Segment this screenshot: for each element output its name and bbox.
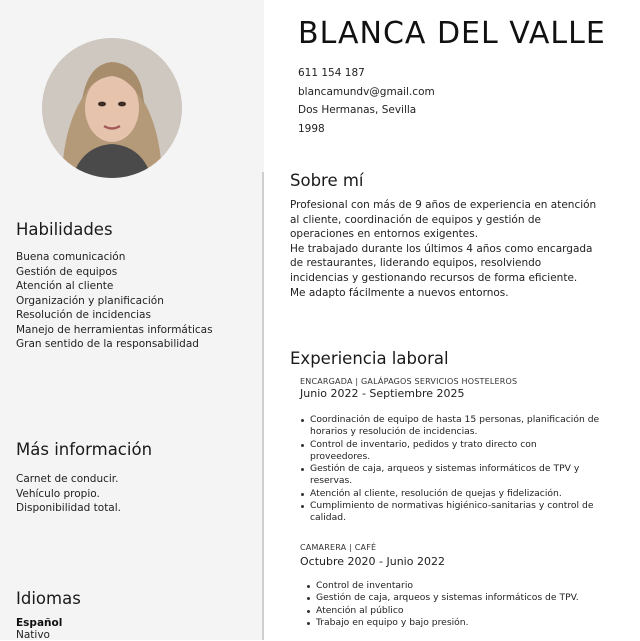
list-item: Control de inventario — [316, 580, 626, 592]
skills-list — [16, 250, 213, 352]
language-name: Español — [16, 617, 63, 629]
contact-email: blancamundv@gmail.com — [298, 85, 435, 98]
portrait-icon — [42, 38, 182, 178]
about-title: Sobre mí — [290, 171, 364, 190]
list-item: Gestión de caja, arqueos y sistemas informáticos de TPV. — [316, 592, 626, 604]
language-level: Nativo — [16, 629, 50, 641]
job-role: ENCARGADA | GALÁPAGOS SERVICIOS HOSTELEROS — [300, 377, 518, 386]
about-text — [290, 198, 615, 300]
experience-title: Experiencia laboral — [290, 349, 449, 368]
contact-birth-year: 1998 — [298, 122, 325, 135]
list-item: Control de inventario, pedidos y trato directo con — [310, 439, 628, 451]
candidate-name: BLANCA DEL VALLE — [298, 16, 606, 51]
list-item: Atención al público — [316, 605, 626, 617]
about-line: al cliente, coordinación de equipos y gestión de — [290, 213, 541, 226]
job-dates: Junio 2022 - Septiembre 2025 — [300, 387, 465, 400]
job-bullets — [296, 414, 628, 525]
list-item: Resolución de incidencias — [16, 309, 151, 321]
languages-title: Idiomas — [16, 589, 81, 608]
list-item: Organización y planificación — [16, 294, 164, 307]
list-item: Gestión de caja, arqueos y sistemas informáticos de TPV y — [310, 463, 628, 475]
list-item: Vehículo propio. — [16, 487, 100, 500]
skills-title: Habilidades — [16, 220, 113, 239]
list-item: Cumplimiento de normativas higiénico-sanitarias y control de — [310, 500, 628, 512]
list-item: Manejo de herramientas informáticas — [16, 323, 213, 336]
list-item: Gran sentido de la responsabilidad — [16, 338, 199, 350]
about-line: incidencias y gestionando recursos de forma eficiente. — [290, 271, 578, 284]
list-item: Carnet de conducir. — [16, 473, 119, 485]
more-info-list — [16, 472, 121, 516]
more-info-title: Más información — [16, 440, 153, 459]
list-item: proveedores. — [310, 450, 371, 462]
about-line: de restaurantes, liderando equipos, resolviendo — [290, 257, 542, 270]
list-item: Atención al cliente, resolución de quejas y fidelización. — [310, 488, 628, 500]
about-line: operaciones en entornos exigentes. — [290, 228, 479, 241]
list-item: Atención al cliente — [16, 280, 114, 292]
contact-info — [298, 64, 435, 138]
list-item: Disponibilidad total. — [16, 502, 121, 514]
contact-location: Dos Hermanas, Sevilla — [298, 104, 417, 116]
contact-phone: 611 154 187 — [298, 67, 365, 79]
job-bullets — [302, 580, 626, 629]
list-item: Coordinación de equipo de hasta 15 personas, planificación de — [310, 414, 628, 426]
list-item: Gestión de equipos — [16, 265, 118, 278]
job-role: CAMARERA | CAFÉ — [300, 543, 377, 552]
list-item: Trabajo en equipo y bajo presión. — [316, 617, 626, 629]
about-line: Profesional con más de 9 años de experiencia en atención — [290, 199, 597, 211]
about-line: He trabajado durante los últimos 4 años como encargada — [290, 242, 593, 255]
about-line: Me adapto fácilmente a nuevos entornos. — [290, 286, 509, 299]
list-item: Buena comunicación — [16, 251, 126, 263]
profile-photo — [42, 38, 182, 178]
list-item: reservas. — [310, 475, 353, 487]
column-divider — [262, 172, 264, 640]
list-item: calidad. — [310, 512, 347, 524]
job-dates: Octubre 2020 - Junio 2022 — [300, 555, 445, 568]
list-item: horarios y resolución de incidencias. — [310, 426, 478, 438]
